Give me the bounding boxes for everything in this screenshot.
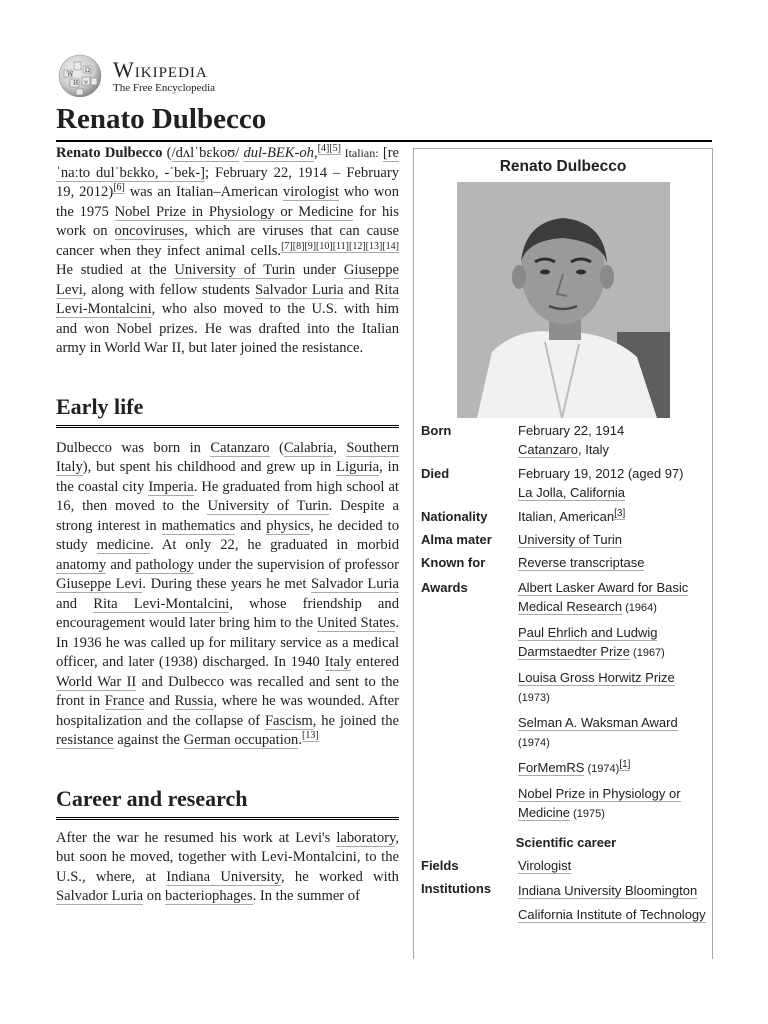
row-alma-mater <box>421 530 711 549</box>
tagline: The Free Encyclopedia <box>113 81 216 94</box>
link-physics[interactable]: physics <box>266 517 311 534</box>
value-alma-mater <box>518 530 711 549</box>
link-award[interactable]: Paul Ehrlich and Ludwig Darmstaedter Prize <box>518 625 658 659</box>
ref-early-life[interactable]: [13] <box>302 730 319 742</box>
link-died-place[interactable]: La Jolla, California <box>518 485 625 500</box>
link-mathematics[interactable]: mathematics <box>161 517 236 534</box>
text: , <box>333 439 347 456</box>
award-year: (1964) <box>622 602 657 614</box>
link-bacteriophages[interactable]: bacteriophages <box>165 888 253 904</box>
link-italy[interactable]: Italy <box>324 654 352 670</box>
value-known-for <box>518 553 711 572</box>
link-university-of-turin[interactable]: University of Turin <box>174 262 296 278</box>
early-life-paragraph <box>56 439 399 751</box>
text: , in the coastal city <box>56 459 399 495</box>
text: and <box>56 595 94 612</box>
infobox-title: Renato Dulbecco <box>499 158 627 175</box>
ref-pronunciation[interactable]: [4][5] <box>317 143 341 155</box>
heading-early-life: Early life <box>56 393 399 428</box>
scientific-career-header: Scientific career <box>515 835 617 850</box>
text: . He graduated from high school at 16, then moved to the <box>56 478 399 514</box>
text: who won the 1975 <box>56 184 399 220</box>
link-world-war-ii[interactable]: World War II <box>56 673 137 690</box>
award-item <box>518 713 711 753</box>
link-russia[interactable]: Russia <box>174 693 214 709</box>
link-calabria[interactable]: Calabria <box>283 439 334 456</box>
link-medicine[interactable]: medicine <box>96 537 151 553</box>
article-page <box>56 52 712 922</box>
link-award[interactable]: Louisa Gross Horwitz Prize <box>518 670 675 685</box>
award-year: (1967) <box>629 647 665 659</box>
text: . <box>298 732 303 748</box>
wikipedia-globe-icon <box>56 52 104 100</box>
text: was an Italian–American <box>124 184 283 200</box>
value-fields <box>518 856 711 875</box>
link-alma-mater[interactable]: University of Turin <box>518 532 623 547</box>
text: ), but spent his childhood and grew up in <box>82 459 337 475</box>
award-year: (1974) <box>518 737 550 749</box>
text: . In the summer of <box>252 888 360 904</box>
text: He studied at the <box>56 262 175 278</box>
label-born: Born <box>421 423 452 438</box>
text: , along with fellow students <box>82 281 256 298</box>
link-southern-italy[interactable]: Southern Italy <box>56 439 400 475</box>
link-imperia[interactable]: Imperia <box>148 478 194 495</box>
text: for his work on <box>56 203 399 239</box>
link-salvador-luria[interactable]: Salvador Luria <box>310 576 399 592</box>
svg-text:W: W <box>67 71 74 78</box>
text: , which are viruses that can cause cancer when they infect animal cells. <box>56 223 399 259</box>
row-born <box>421 421 711 459</box>
text: ; February 22, 1914 – February 19, 2012) <box>56 164 400 200</box>
link-institution[interactable]: Indiana University Bloomington <box>518 883 698 898</box>
link-institution[interactable]: California Institute of Technology <box>518 907 706 922</box>
value-died <box>518 464 711 502</box>
respelling-link[interactable]: dul-BEK-oh <box>243 145 314 161</box>
award-item <box>518 623 711 663</box>
link-liguria[interactable]: Liguria <box>336 459 380 475</box>
text: ( <box>269 439 284 456</box>
label-alma-mater: Alma mater <box>421 532 492 547</box>
text: ( <box>162 145 172 161</box>
value-born <box>518 421 711 459</box>
award-year: (1973) <box>518 692 550 704</box>
text: under the supervision of professor <box>193 556 399 573</box>
link-virologist[interactable]: virologist <box>283 184 339 200</box>
link-award[interactable]: Albert Lasker Award for Basic Medical Research <box>518 580 689 614</box>
ref-nationality[interactable]: [3] <box>614 507 626 519</box>
text: , whose friendship and encouragement would later bring him to the <box>56 595 399 631</box>
text: Dulbecco was born in <box>56 439 211 456</box>
ref-oncoviruses[interactable]: [7][8][9][10][11][12][13][14] <box>281 240 399 252</box>
svg-text:И: И <box>73 80 79 87</box>
text: . At only 22, he graduated in morbid <box>150 537 399 553</box>
career-paragraph <box>56 829 399 907</box>
text: . In 1936 he was called up for military service as a medical officer, and later (1938) discharged. In 1940 <box>56 615 399 670</box>
text: and <box>343 281 375 298</box>
born-date: February 22, 1914 <box>518 423 625 438</box>
text: , who also moved to the U.S. with him and won Nobel prizes. He was drafted into the Italian army in World War II, but later joined the resistance. <box>56 301 399 356</box>
award-year: (1974) <box>584 763 620 775</box>
row-known-for <box>421 553 711 572</box>
value-awards <box>518 578 711 829</box>
award-item <box>518 758 711 779</box>
intro-paragraph: Renato Dulbecco (/dʌlˈbɛkoʊ/ dul-BEK-oh,[4][5] Italian: [reˈnaːto dulˈbɛkko, -ˈbek-]; February 22, 1914 – February 19, 2012)[6] was an Italian–American virologist who won the 1975 Nobel Prize in Physiology or Medicine for his work on oncoviruses, which are viruses that can cause cancer when they infect animal cells.[7][8][9][10][11][12][13][14] He studied at the University of Turin under Giuseppe Levi, along with fellow students Salvador Luria and Rita Levi-Montalcini, who also moved to the U.S. with him and won Nobel prizes. He was drafted into the Italian army in World War II, but later joined the resistance. <box>56 143 400 356</box>
text: and Dulbecco was recalled and sent to the front in <box>56 673 400 709</box>
infobox-rows <box>421 421 711 933</box>
row-institutions <box>421 879 711 929</box>
link-salvador-luria[interactable]: Salvador Luria <box>56 888 144 904</box>
text: under <box>295 262 344 278</box>
ref-dates[interactable]: [6] <box>113 182 125 194</box>
link-rita-levi-montalcini[interactable]: Rita Levi-Montalcini <box>93 595 230 612</box>
link-german-occupation[interactable]: German occupation <box>183 732 299 748</box>
text: After the war he resumed his work at Levi's <box>56 829 337 846</box>
svg-text:Ω: Ω <box>85 67 90 74</box>
link-award[interactable]: Selman A. Waksman Award <box>518 715 678 730</box>
text: against the <box>113 732 184 748</box>
wordmark-block <box>113 56 216 94</box>
text: and <box>235 517 267 534</box>
text: entered <box>351 654 399 670</box>
text: . Despite a strong interest in <box>56 498 399 534</box>
portrait-photo[interactable] <box>457 182 670 418</box>
link-born-city[interactable]: Catanzaro <box>518 442 578 457</box>
link-salvador-luria[interactable]: Salvador Luria <box>255 281 344 298</box>
link-resistance[interactable]: resistance <box>56 732 114 748</box>
infobox <box>413 148 713 959</box>
award-item <box>518 578 711 618</box>
award-item <box>518 668 711 708</box>
text: and <box>106 556 136 573</box>
ipa-italian-link[interactable]: [reˈnaːto dulˈbɛkko, -ˈbek-] <box>56 145 400 181</box>
value-nationality <box>518 507 711 526</box>
born-country: , Italy <box>577 442 610 457</box>
label-fields: Fields <box>421 858 459 873</box>
link-indiana-university[interactable]: Indiana University <box>166 868 281 885</box>
link-anatomy[interactable]: anatomy <box>56 556 107 573</box>
link-catanzaro[interactable]: Catanzaro <box>210 439 270 456</box>
subject-name: Renato Dulbecco <box>56 145 163 161</box>
row-awards <box>421 578 711 829</box>
institution-item <box>518 905 711 924</box>
link-france[interactable]: France <box>104 693 145 709</box>
link-university-of-turin[interactable]: University of Turin <box>207 498 329 514</box>
link-oncoviruses[interactable]: oncoviruses <box>114 223 185 239</box>
label-awards: Awards <box>421 580 468 595</box>
link-rita-levi-montalcini[interactable]: Rita Levi-Montalcini <box>56 281 399 317</box>
value-institutions <box>518 879 711 929</box>
text: , he worked with <box>281 868 399 885</box>
nationality-text: Italian, American <box>518 509 615 524</box>
label-died: Died <box>421 466 450 481</box>
text: . During these years he met <box>142 576 311 592</box>
institution-item <box>518 881 711 900</box>
label-known-for: Known for <box>421 555 486 570</box>
award-item <box>518 784 711 824</box>
died-date: February 19, 2012 (aged 97) <box>518 466 684 481</box>
wordmark: Wikipedia <box>113 56 208 82</box>
article-body <box>56 144 399 907</box>
link-known-for[interactable]: Reverse transcriptase <box>518 555 645 570</box>
wikipedia-logo[interactable] <box>56 52 712 100</box>
label-nationality: Nationality <box>421 509 488 524</box>
text: on <box>143 888 166 904</box>
row-died <box>421 464 711 502</box>
row-nationality <box>421 507 711 526</box>
link-award[interactable]: Nobel Prize in Physiology or Medicine <box>518 786 681 820</box>
text: , he joined the <box>312 712 399 729</box>
page-title: Renato Dulbecco <box>56 102 712 142</box>
text: , but soon he moved, together with Levi-Montalcini, to the U.S., where, at <box>56 829 399 885</box>
link-giuseppe-levi[interactable]: Giuseppe Levi <box>56 576 143 592</box>
link-field[interactable]: Virologist <box>518 858 572 873</box>
italian-label: Italian: <box>340 146 379 160</box>
heading-career-and-research: Career and research <box>56 785 399 820</box>
link-fascism[interactable]: Fascism <box>264 712 313 729</box>
link-laboratory[interactable]: laboratory <box>336 829 396 846</box>
link-nobel-prize[interactable]: Nobel Prize in Physiology or Medicine <box>114 203 354 220</box>
link-award[interactable]: ForMemRS <box>518 760 585 775</box>
link-giuseppe-levi[interactable]: Giuseppe Levi <box>56 262 399 298</box>
row-fields <box>421 856 711 875</box>
svg-text:ψ: ψ <box>84 79 88 85</box>
label-institutions: Institutions <box>421 881 492 896</box>
ref-formemrs[interactable]: [1] <box>619 758 631 770</box>
text: , he decided to study <box>56 517 399 553</box>
award-year: (1975) <box>570 808 605 820</box>
ipa-english-link[interactable]: /dʌlˈbɛkoʊ/ <box>171 145 240 161</box>
link-pathology[interactable]: pathology <box>135 556 194 573</box>
text: and <box>144 693 175 709</box>
link-united-states[interactable]: United States <box>316 615 396 631</box>
text: , where he was wounded. After hospitalization and the collapse of <box>56 693 399 729</box>
